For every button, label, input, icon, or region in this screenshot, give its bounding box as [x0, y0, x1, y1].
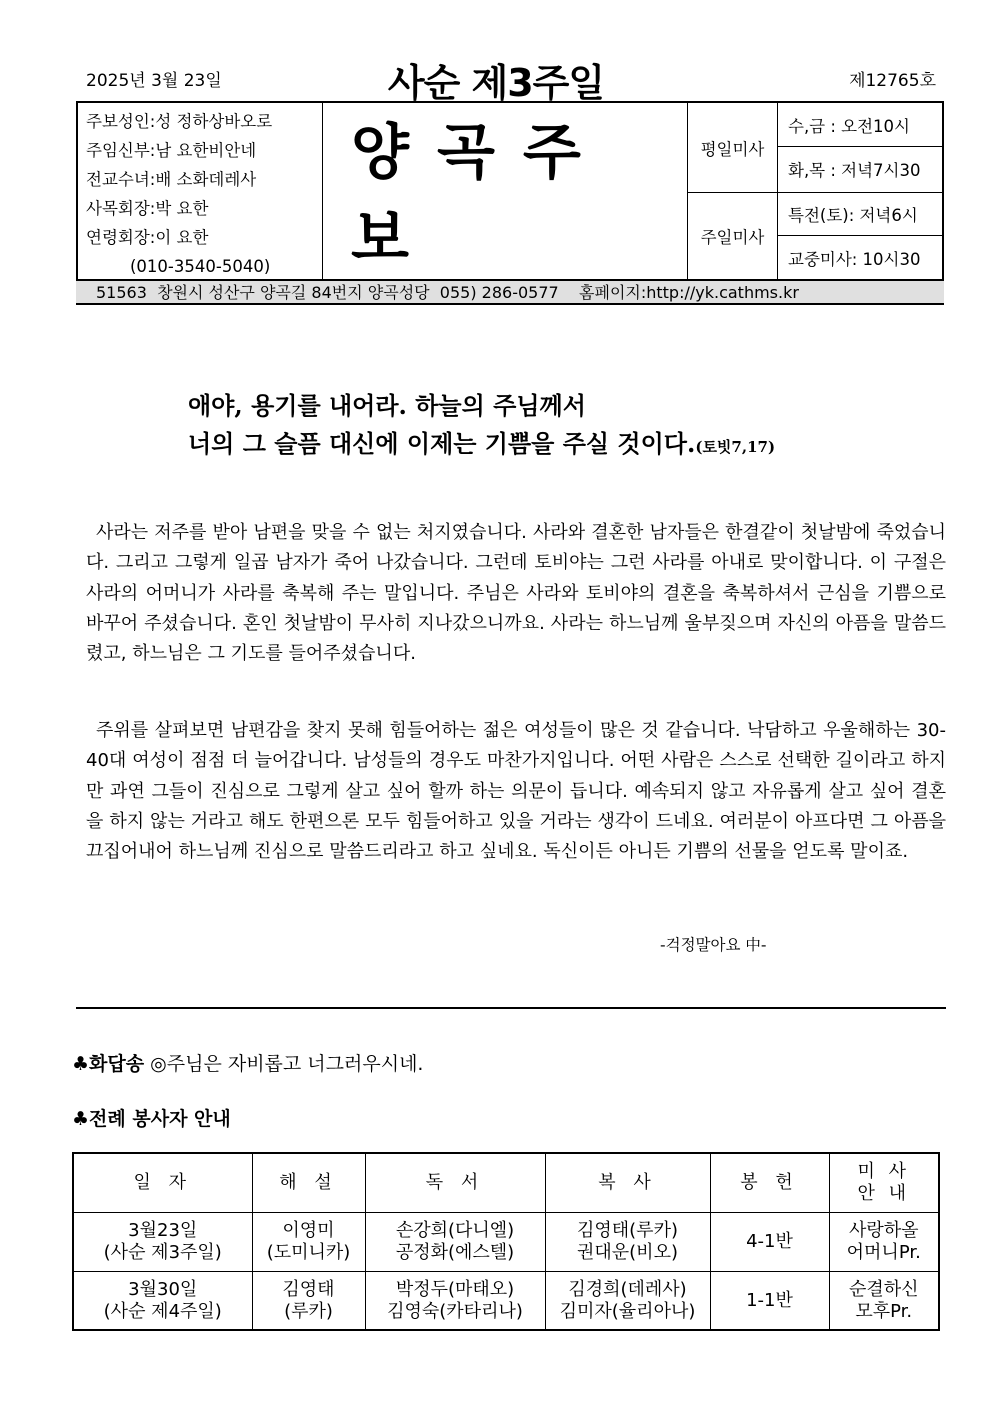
reflection-paragraph-1 [86, 518, 946, 669]
bulletin-name: 양곡주보 [323, 103, 688, 279]
name-text: 김영숙(카타리나) [387, 1300, 523, 1322]
servers-heading: ♣전례 봉사자 안내 [72, 1108, 231, 1130]
column-header-mass-note: 미 사 안 내 [829, 1153, 939, 1213]
name-text: 손강희(다니엘) [395, 1220, 515, 1241]
weekday-mass-time: 수,금 : 오전10시 [778, 103, 944, 147]
name-text: 김영태(루카) [577, 1220, 678, 1241]
table-row [73, 1272, 939, 1331]
table-row [73, 1213, 939, 1272]
staff-phone: (010-3540-5040) [130, 257, 271, 276]
cell-mass-note [829, 1213, 939, 1272]
cell-altar-servers [545, 1213, 710, 1272]
name-text: 김경희(데레사) [568, 1278, 687, 1300]
column-header-readers: 독 서 [365, 1153, 545, 1213]
weekday-mass [688, 103, 944, 193]
quote-reference: (토빗7,17) [695, 438, 776, 456]
weekday-mass-label: 평일미사 [688, 103, 778, 192]
cell-offering: 4-1반 [710, 1213, 829, 1272]
column-header-offering: 봉 헌 [710, 1153, 829, 1213]
psalm-heading: ♣화답송 [72, 1053, 145, 1075]
quote-line-2 [188, 424, 775, 459]
paragraph-text: 주위를 살펴보면 남편감을 찾지 못해 힘들어하는 젊은 여성들이 많은 것 같습니다. 낙담하고 우울해하는 30-40대 여성이 점점 더 늘어갑니다. 남성들의 경우도 마찬가지입니다. 어떤 사람은 스스로 선택한 길이라고 하지만 과연 그들이 진심으로 그렇게 살고 싶어 할까 하는 의문이 듭니다. 예속되지 않고 자유롭게 살고 싶어 결혼을 하지 않는 거라고 해도 한편으론 모두 힘들어하고 있을 거라는 생각이 드네요. 여러분이 아프다면 그 아픔을 끄집어내어 하느님께 진심으로 말씀드리라고 하고 싶네요. 독신이든 아니든 기쁨의 선물을 얻도록 말이죠. [86, 720, 946, 863]
saint-text: (도미니카) [266, 1242, 351, 1263]
column-header-altar-servers: 복 사 [545, 1153, 710, 1213]
column-header-commentator: 해 설 [252, 1153, 365, 1213]
name-text: 권대운(비오) [577, 1242, 678, 1263]
note-text: 어머니Pr. [846, 1242, 921, 1263]
name-text: 이영미 [282, 1220, 335, 1241]
note-text: 순결하신 [848, 1278, 919, 1300]
cell-commentator [252, 1213, 365, 1272]
column-header-date: 일 자 [73, 1153, 252, 1213]
sunday-mass-label: 주일미사 [688, 192, 778, 279]
psalm-response: ◎주님은 자비롭고 너그러우시네. [150, 1053, 424, 1075]
quote-line-1: 애야, 용기를 내어라. 하늘의 주님께서 [188, 391, 586, 420]
note-text: 모후Pr. [855, 1300, 913, 1322]
cell-commentator [252, 1272, 365, 1331]
issue-date: 2025년 3월 23일 [86, 71, 222, 91]
weekday-mass-time: 화,목 : 저녁7시30 [788, 161, 921, 180]
name-text: 공정화(에스텔) [395, 1242, 515, 1263]
sunday-text: (사순 제3주일) [103, 1242, 222, 1263]
staff-list [78, 103, 323, 279]
cell-altar-servers [545, 1272, 710, 1331]
masthead [76, 101, 944, 281]
section-divider [76, 1007, 946, 1009]
psalm-section [72, 1049, 423, 1076]
parish-address: 51563 창원시 성산구 양곡길 84번지 양곡성당 055) 286-0577 홈페이지:http://yk.cathms.kr [76, 281, 944, 305]
servers-table [72, 1152, 940, 1331]
reflection-source: -걱정말아요 中- [660, 936, 767, 954]
cell-mass-note [829, 1272, 939, 1331]
staff-patron: 주보성인:성 정하상바오로 [86, 112, 273, 131]
name-text: 박정두(마태오) [395, 1278, 515, 1300]
quote-text: 너의 그 슬픔 대신에 이제는 기쁨을 주실 것이다. [188, 429, 696, 458]
servers-section [72, 1104, 231, 1131]
reflection-paragraph-2 [86, 716, 946, 867]
sunday-text: (사순 제4주일) [103, 1300, 222, 1322]
issue-number: 제12765호 [849, 71, 936, 91]
cell-readers [365, 1213, 545, 1272]
table-header-row [73, 1153, 939, 1213]
sunday-mass [688, 192, 944, 279]
cell-offering: 1-1반 [710, 1272, 829, 1331]
cell-readers [365, 1272, 545, 1331]
cell-date [73, 1213, 252, 1272]
staff-funeral-president: 연령회장:이 요한 [86, 228, 209, 247]
sunday-mass-time: 교중미사: 10시30 [788, 250, 921, 269]
staff-pastor: 주임신부:남 요한비안네 [86, 141, 257, 160]
page-title: 사순 제3주일 [387, 61, 605, 105]
name-text: 김영태 [282, 1278, 335, 1300]
date-text: 3월23일 [128, 1220, 198, 1241]
staff-council-president: 사목회장:박 요한 [86, 199, 209, 218]
paragraph-text: 사라는 저주를 받아 남편을 맞을 수 없는 처지였습니다. 사라와 결혼한 남자들은 한결같이 첫날밤에 죽었습니다. 그리고 그렇게 일곱 남자가 죽어 나갔습니다. 그런데 토비야는 그런 사라를 아내로 맞이합니다. 이 구절은 사라의 어머니가 사라를 축복해 주는 말입니다. 주님은 사라와 토비야의 결혼을 축복하셔서 근심을 기쁨으로 바꾸어 주셨습니다. 혼인 첫날밤이 무사히 지나갔으니까요. 사라는 하느님께 울부짖으며 자신의 아픔을 말씀드렸고, 하느님은 그 기도를 들어주셨습니다. [86, 522, 946, 665]
cell-date [73, 1272, 252, 1331]
note-text: 사랑하올 [848, 1220, 919, 1241]
saint-text: (루카) [284, 1300, 333, 1322]
name-text: 김미자(율리아나) [559, 1300, 696, 1322]
mass-schedule [688, 103, 944, 279]
sunday-mass-time: 특전(토): 저녁6시 [778, 192, 944, 236]
staff-sister: 전교수녀:배 소화데레사 [86, 170, 257, 189]
date-text: 3월30일 [128, 1278, 198, 1300]
